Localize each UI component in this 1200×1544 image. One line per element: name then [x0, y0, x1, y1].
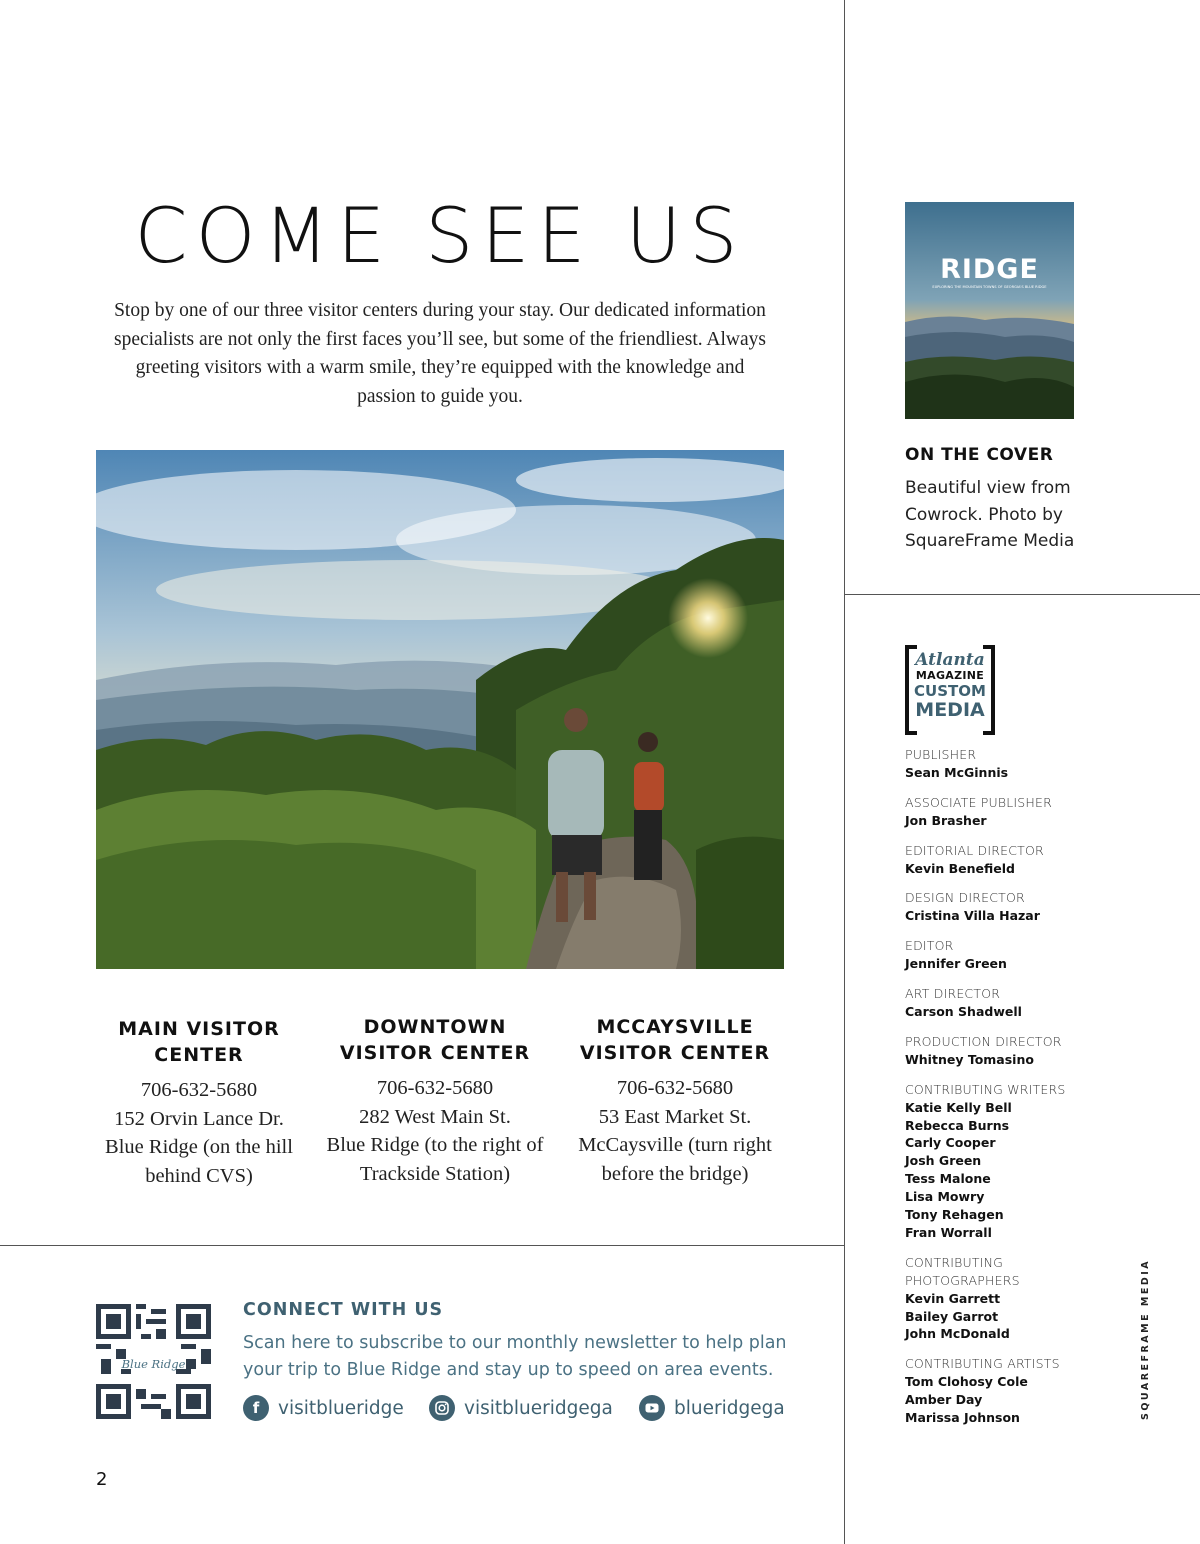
visitor-center-address: 152 Orvin Lance Dr.: [114, 1107, 284, 1130]
role-name: Kevin Benefield: [905, 860, 1015, 876]
role-name: Carson Shadwell: [905, 1003, 1022, 1019]
role-name: Rebecca Burns: [905, 1117, 1010, 1133]
role-name: Tess Malone: [905, 1171, 991, 1187]
vertical-divider: [844, 0, 845, 1544]
role-name: Tom Clohosy Cole: [905, 1374, 1028, 1390]
role-title: CONTRIBUTING ARTISTS: [905, 1356, 1060, 1372]
role-name: Sean McGinnis: [905, 764, 1009, 780]
masthead-role: [905, 1081, 1105, 1242]
role-title: DESIGN DIRECTOR: [905, 890, 1025, 906]
role-title: PUBLISHER: [905, 747, 977, 762]
role-name: Fran Worrall: [905, 1224, 992, 1240]
visitor-center-downtown: [317, 1014, 553, 1188]
visitor-center-address: 53 East Market St.: [598, 1105, 752, 1128]
social-facebook[interactable]: [243, 1395, 404, 1421]
photo-credit-vertical: SQUAREFRAME MEDIA: [1140, 1258, 1151, 1420]
role-name: Carly Cooper: [905, 1135, 996, 1151]
role-name: Josh Green: [905, 1153, 982, 1169]
connect-description: Scan here to subscribe to our monthly newsletter to help plan your trip to Blue Ridge and stay up to speed on area events.: [243, 1333, 787, 1380]
logo-line-1: Atlanta: [915, 650, 985, 670]
facebook-handle[interactable]: visitblueridge: [278, 1397, 404, 1419]
section-divider: [0, 1245, 845, 1246]
masthead-role: [905, 1033, 1105, 1069]
facebook-icon: f: [243, 1395, 269, 1421]
role-name: Bailey Garrot: [905, 1308, 999, 1324]
role-title: ART DIRECTOR: [905, 986, 1001, 1002]
youtube-icon: [639, 1395, 665, 1421]
role-name: Lisa Mowry: [905, 1189, 985, 1205]
page-number: 2: [96, 1469, 108, 1490]
sidebar-divider: [844, 594, 1200, 595]
role-title: PRODUCTION DIRECTOR: [905, 1033, 1062, 1049]
visitor-center-phone: 706-632-5680: [140, 1079, 258, 1101]
role-name: Katie Kelly Bell: [905, 1099, 1012, 1115]
role-name: Kevin Garrett: [905, 1290, 1001, 1306]
role-name: Marissa Johnson: [905, 1410, 1020, 1426]
role-title: EDITOR: [905, 938, 954, 954]
masthead: [905, 746, 1105, 1439]
instagram-icon: [429, 1395, 455, 1421]
masthead-role: [905, 1254, 1105, 1344]
magazine-cover-thumbnail: [905, 202, 1074, 419]
qr-center-label: Blue Ridge: [121, 1357, 186, 1371]
connect-heading: CONNECT WITH US: [243, 1300, 444, 1320]
masthead-role: [905, 1355, 1105, 1427]
cover-heading: ON THE COVER: [905, 445, 1054, 465]
visitor-center-name: MAIN VISITOR CENTER: [118, 1018, 280, 1066]
role-name: Whitney Tomasino: [905, 1051, 1034, 1067]
visitor-center-phone: 706-632-5680: [616, 1077, 734, 1099]
role-name: Cristina Villa Hazar: [905, 908, 1040, 924]
masthead-role: [905, 794, 1105, 830]
visitor-center-note: Blue Ridge (on the hill behind CVS): [105, 1136, 293, 1187]
visitor-center-phone: 706-632-5680: [376, 1077, 494, 1099]
cover-caption: Beautiful view from Cowrock. Photo by SquareFrame Media: [905, 478, 1075, 551]
visitor-center-address: 282 West Main St.: [359, 1105, 511, 1128]
role-name: Amber Day: [905, 1392, 983, 1408]
page-title: COME SEE US: [134, 191, 746, 280]
instagram-handle[interactable]: visitblueridgega: [464, 1397, 613, 1419]
logo-line-3: CUSTOM: [914, 682, 986, 700]
role-title: CONTRIBUTING WRITERS: [905, 1081, 1066, 1097]
role-title: CONTRIBUTING PHOTOGRAPHERS: [905, 1254, 1020, 1288]
visitor-center-main: [81, 1016, 317, 1190]
visitor-center-name: DOWNTOWN VISITOR CENTER: [339, 1016, 531, 1064]
masthead-role: [905, 746, 1105, 782]
role-title: ASSOCIATE PUBLISHER: [905, 794, 1053, 810]
visitor-center-mccaysville: [557, 1014, 793, 1188]
cover-magazine-title: RIDGE: [940, 254, 1039, 285]
role-title: EDITORIAL DIRECTOR: [905, 842, 1044, 858]
role-name: John McDonald: [905, 1326, 1010, 1342]
visitor-center-note: McCaysville (turn right before the bridge): [578, 1134, 772, 1185]
visitor-center-name: MCCAYSVILLE VISITOR CENTER: [579, 1016, 771, 1064]
masthead-role: [905, 937, 1105, 973]
role-name: Tony Rehagen: [905, 1207, 1004, 1223]
youtube-handle[interactable]: blueridgega: [674, 1397, 785, 1419]
hiking-photo: [96, 450, 784, 969]
cover-magazine-tagline: EXPLORING THE MOUNTAIN TOWNS OF GEORGIA'S BLUE RIDGE: [932, 285, 1047, 289]
atlanta-magazine-custom-media-logo: [905, 645, 995, 731]
masthead-role: [905, 889, 1105, 925]
social-instagram[interactable]: [429, 1395, 613, 1421]
role-name: Jennifer Green: [905, 956, 1007, 972]
newsletter-qr-code[interactable]: [96, 1304, 211, 1419]
visitor-center-note: Blue Ridge (to the right of Trackside Station): [326, 1134, 544, 1185]
intro-paragraph: Stop by one of our three visitor centers during your stay. Our dedicated information specialists are not only the first faces you’ll see, but some of the friendliest. Always greeting visitors with a warm smile, they’re equipped with the knowledge and passion to guide you.: [113, 300, 766, 407]
role-name: Jon Brasher: [905, 812, 987, 828]
masthead-role: [905, 985, 1105, 1021]
logo-line-4: MEDIA: [915, 699, 985, 721]
social-youtube[interactable]: [639, 1395, 785, 1421]
masthead-role: [905, 842, 1105, 878]
logo-line-2: MAGAZINE: [915, 669, 985, 682]
